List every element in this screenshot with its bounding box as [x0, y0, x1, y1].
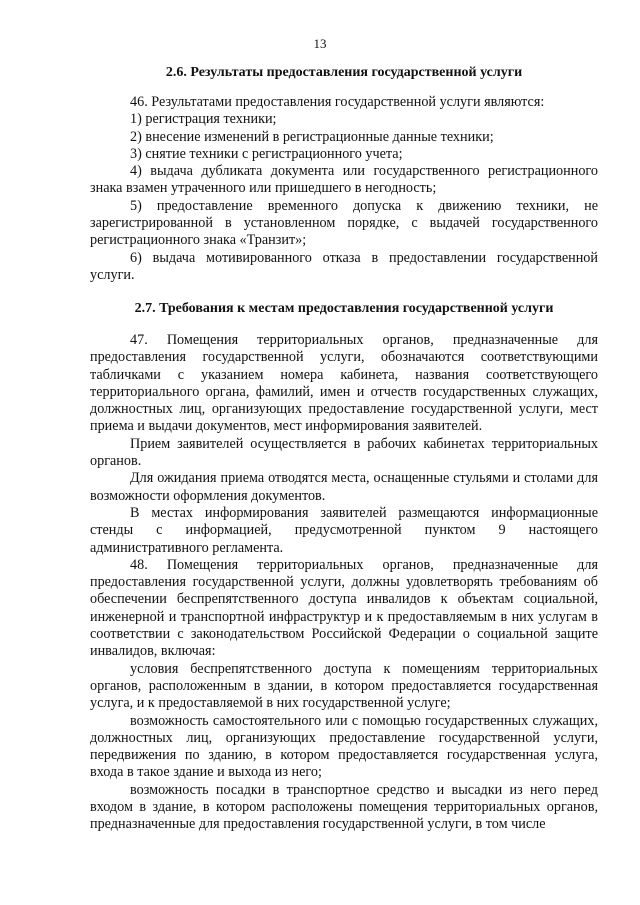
section-body-2-6: [90, 94, 598, 284]
paragraph: условия беспрепятственного доступа к помещениям территориальных органов, расположенным в здании, в котором предоставляется государственная услуга, и к предоставляемой в них государственной услуге;: [90, 660, 598, 712]
section-body-2-7: [90, 332, 598, 834]
paragraph: 46. Результатами предоставления государственной услуги являются:: [130, 94, 545, 110]
list-item: 1) регистрация техники;: [130, 111, 277, 128]
list-item: 5) предоставление временного допуска к движению техники, не зарегистрированной в установленном порядке, с выдачей государственного регистрационного знака «Транзит»;: [90, 197, 598, 249]
paragraph: возможность посадки в транспортное средство и высадки из него перед входом в здание, в котором расположены помещения территориальных органов, предназначенные для предоставления государственной услуги, в том числе: [90, 781, 598, 833]
paragraph: Для ожидания приема отводятся места, оснащенные стульями и столами для возможности оформления документов.: [90, 470, 598, 504]
section-heading-2-7: 2.7. Требования к местам предоставления государственной услуги: [134, 301, 554, 316]
paragraph: 47. Помещения территориальных органов, предназначенные для предоставления государственной услуги, обозначаются соответствующими табличками с указанием номера кабинета, названия соответствующего территориального органа, фамилий, имен и отчеств государственных служащих, должностных лиц, организующих предоставление государственной услуги, мест приема и выдачи документов, мест информирования заявителей.: [90, 332, 598, 435]
list-item: 3) снятие техники с регистрационного учета;: [130, 145, 403, 162]
paragraph: возможность самостоятельного или с помощью государственных служащих, должностных лиц, организующих предоставление государственной услуги, передвижения по зданию, в котором предоставляется государственная услуга, входа в такое здание и выхода из него;: [90, 712, 598, 781]
paragraph: Прием заявителей осуществляется в рабочих кабинетах территориальных органов.: [90, 435, 598, 470]
section-heading-2-6: 2.6. Результаты предоставления государственной услуги: [165, 65, 523, 80]
page-number: 13: [313, 36, 327, 51]
list-item: 4) выдача дубликата документа или государственного регистрационного знака взамен утраченного или пришедшего в негодность;: [90, 163, 598, 197]
list-item: 2) внесение изменений в регистрационные данные техники;: [130, 128, 494, 145]
paragraph: В местах информирования заявителей размещаются информационные стенды с информацией, предусмотренной пунктом 9 настоящего административного регламента.: [90, 504, 598, 556]
paragraph: 48. Помещения территориальных органов, предназначенные для предоставления государственной услуги, должны удовлетворять требованиям об обеспечении беспрепятственного доступа инвалидов к объектам социальной, инженерной и транспортной инфраструктур и к предоставляемым в них услугам в соответствии с законодательством Российской Федерации о социальной защите инвалидов, включая:: [90, 556, 598, 660]
list-item: 6) выдача мотивированного отказа в предоставлении государственной услуги.: [90, 249, 598, 283]
